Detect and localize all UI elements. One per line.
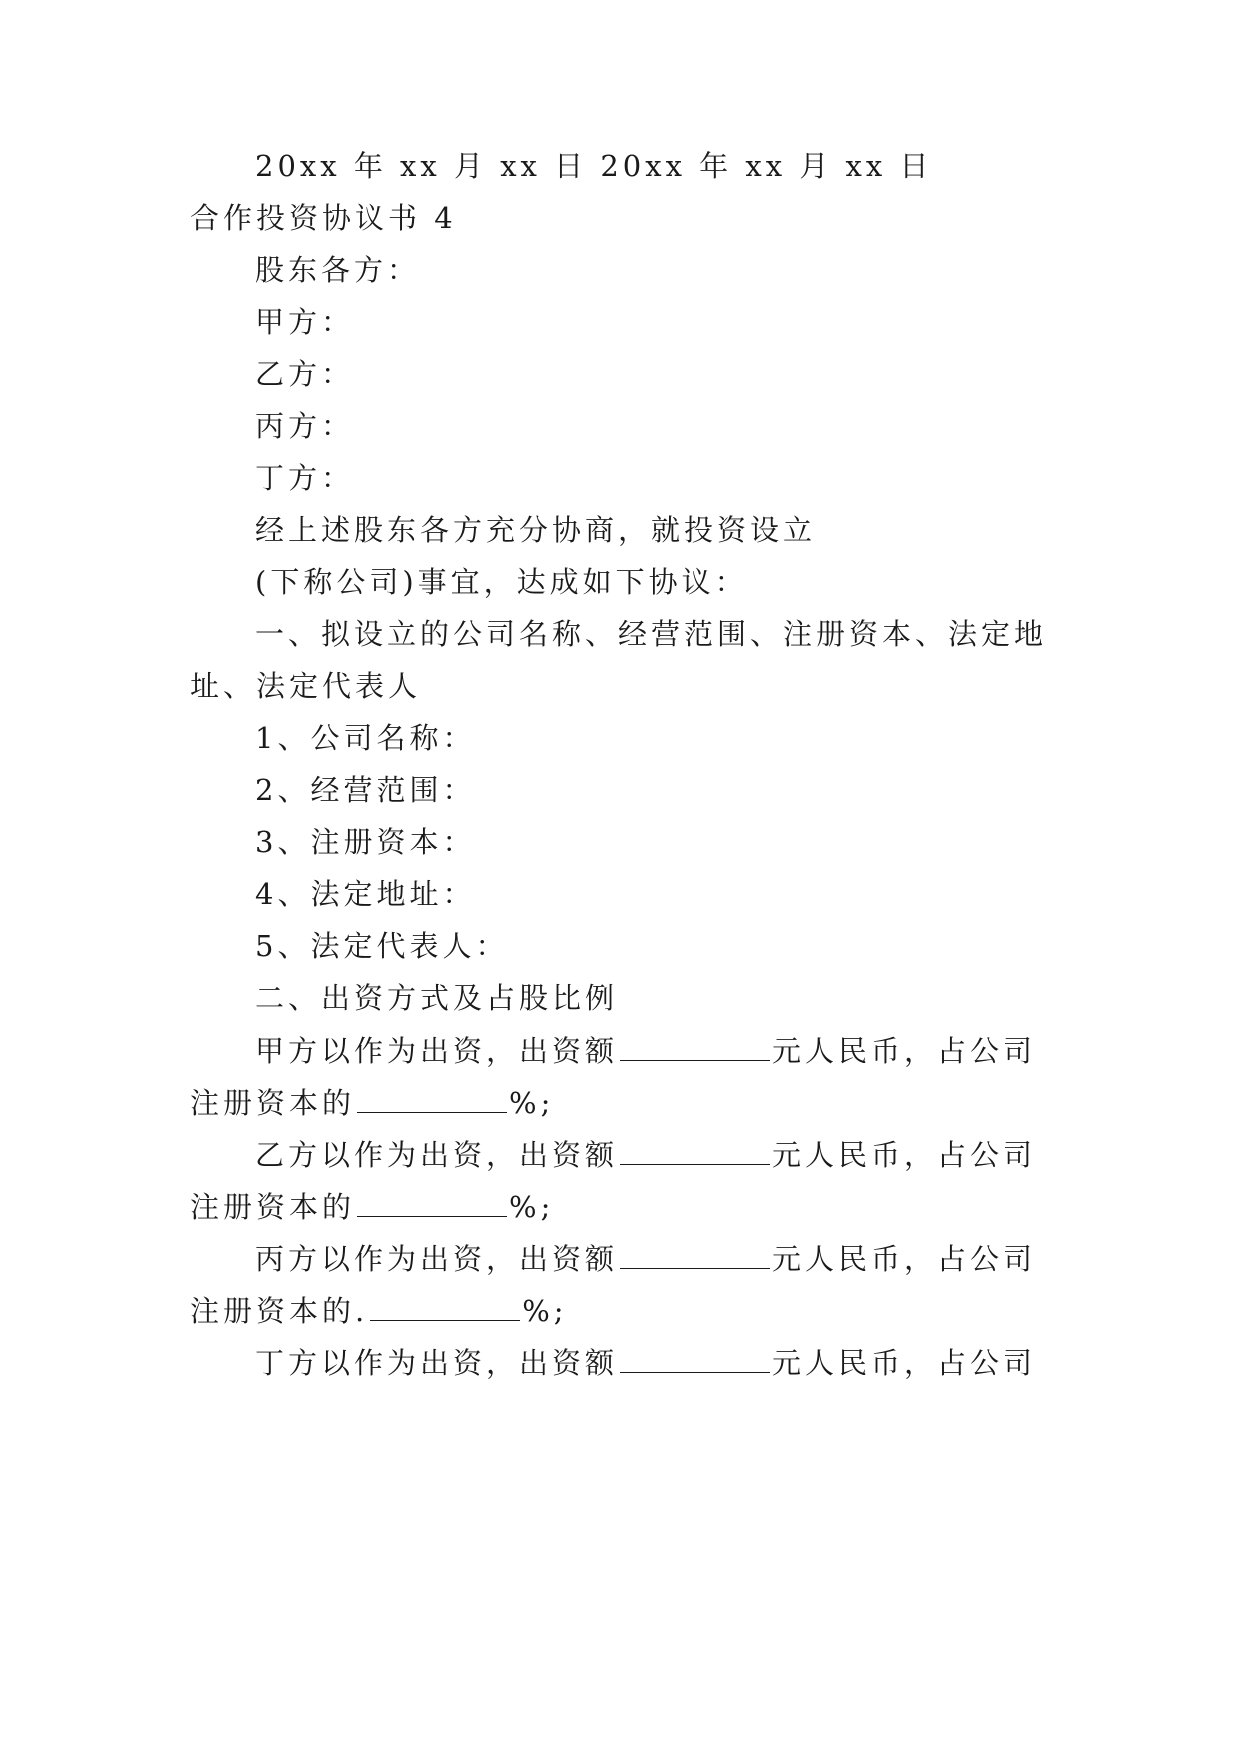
item-company-name: 1、公司名称： xyxy=(255,721,476,755)
section-1-heading-line-1: 一、拟设立的公司名称、经营范围、注册资本、法定地 xyxy=(255,617,1048,651)
invest-d-line xyxy=(255,1342,1115,1383)
invest-b-line xyxy=(255,1134,1115,1175)
invest-a-line xyxy=(255,1030,1115,1071)
capital-c-line xyxy=(190,1290,1050,1331)
amount-blank-c[interactable] xyxy=(620,1238,770,1269)
invest-c-prefix: 丙方以作为出资，出资额 xyxy=(255,1242,619,1276)
invest-d-prefix: 丁方以作为出资，出资额 xyxy=(255,1346,619,1380)
party-d-label: 丁方： xyxy=(255,461,355,495)
shareholders-label: 股东各方： xyxy=(255,253,421,287)
invest-b-prefix: 乙方以作为出资，出资额 xyxy=(255,1138,619,1172)
amount-blank-a[interactable] xyxy=(620,1030,770,1061)
party-c-label: 丙方： xyxy=(255,409,355,443)
party-a-label: 甲方： xyxy=(255,305,355,339)
invest-a-suffix: 元人民币，占公司 xyxy=(772,1034,1037,1068)
percent-blank-b[interactable] xyxy=(357,1186,507,1217)
invest-a-prefix: 甲方以作为出资，出资额 xyxy=(255,1034,619,1068)
capital-b-suffix: %; xyxy=(509,1190,555,1224)
section-1-heading-line-2: 址、法定代表人 xyxy=(190,669,422,703)
capital-a-prefix: 注册资本的 xyxy=(190,1086,356,1120)
capital-c-suffix: %; xyxy=(522,1294,568,1328)
document-title: 合作投资协议书 4 xyxy=(190,201,457,235)
amount-blank-d[interactable] xyxy=(620,1342,770,1373)
percent-blank-c[interactable] xyxy=(370,1290,520,1321)
item-business-scope: 2、经营范围： xyxy=(255,773,476,807)
invest-d-suffix: 元人民币，占公司 xyxy=(772,1346,1037,1380)
invest-c-line xyxy=(255,1238,1115,1279)
capital-c-prefix: 注册资本的. xyxy=(190,1294,369,1328)
capital-b-line xyxy=(190,1186,1050,1227)
capital-a-line xyxy=(190,1082,1050,1123)
invest-c-suffix: 元人民币，占公司 xyxy=(772,1242,1037,1276)
intro-line-1: 经上述股东各方充分协商，就投资设立 xyxy=(255,513,817,547)
intro-line-2: (下称公司)事宜，达成如下协议： xyxy=(255,565,748,599)
date-line: 20xx 年 xx 月 xx 日 20xx 年 xx 月 xx 日 xyxy=(255,149,933,183)
capital-a-suffix: %; xyxy=(509,1086,555,1120)
party-b-label: 乙方： xyxy=(255,357,355,391)
item-registered-capital: 3、注册资本： xyxy=(255,825,476,859)
item-legal-representative: 5、法定代表人： xyxy=(255,929,509,963)
capital-b-prefix: 注册资本的 xyxy=(190,1190,356,1224)
percent-blank-a[interactable] xyxy=(357,1082,507,1113)
amount-blank-b[interactable] xyxy=(620,1134,770,1165)
section-2-heading: 二、出资方式及占股比例 xyxy=(255,981,619,1015)
item-legal-address: 4、法定地址： xyxy=(255,877,476,911)
invest-b-suffix: 元人民币，占公司 xyxy=(772,1138,1037,1172)
